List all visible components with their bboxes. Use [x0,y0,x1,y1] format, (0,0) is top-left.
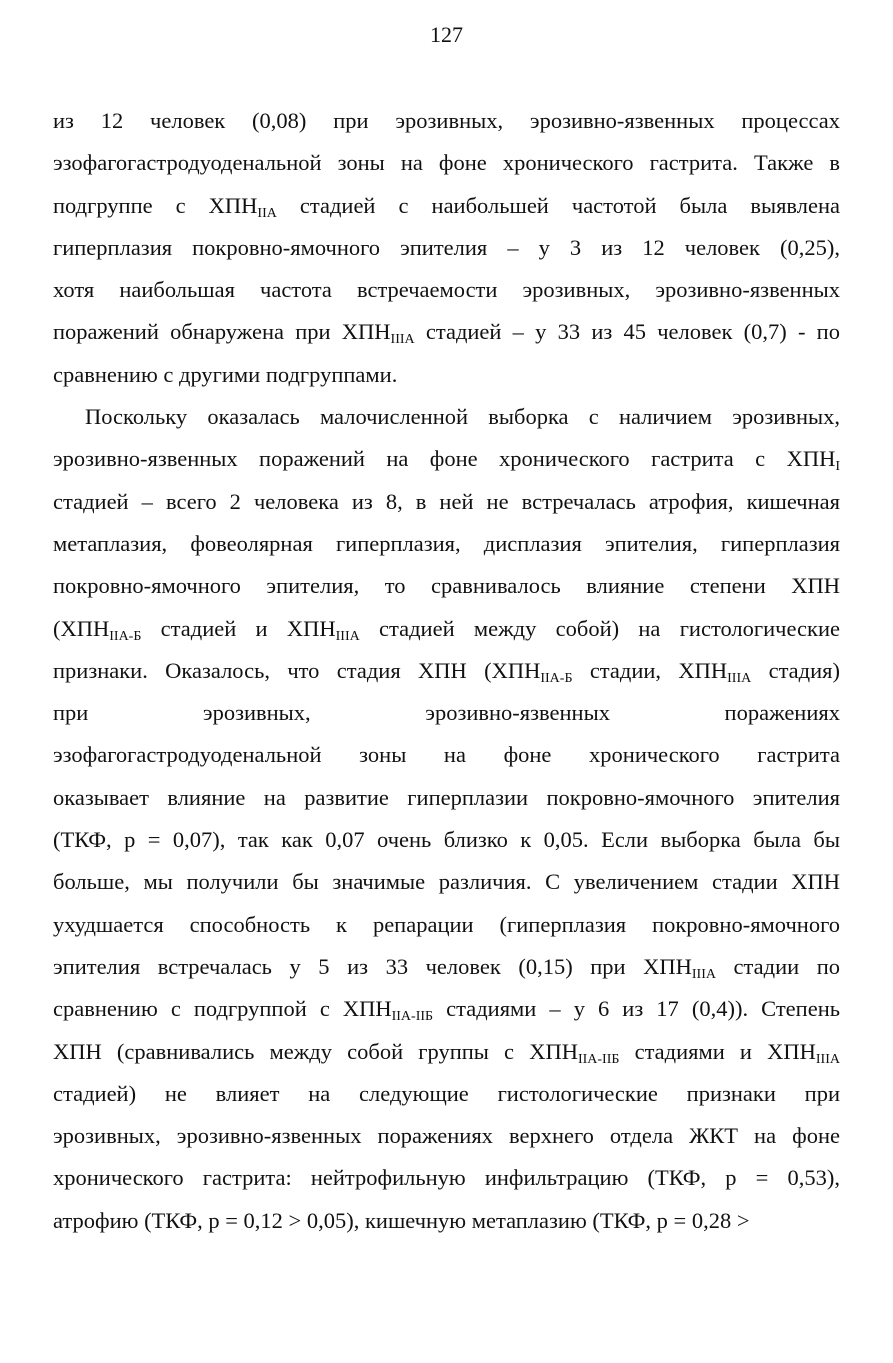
text-line [53,100,840,142]
text-line [53,988,840,1030]
subscript: IIA-IIБ [577,1051,620,1067]
text-line [53,438,840,480]
text-run: ХПН (сравнивались между собой группы с ХПН [53,1038,578,1064]
text-run: стадией – у 33 из 45 человек (0,7) - по [414,319,840,345]
text-line [53,523,840,565]
subscript: IIIA [390,332,415,348]
text-line [53,692,840,734]
text-run: атрофию (ТКФ, p = 0,12 > 0,05), кишечную метаплазию (ТКФ, p = 0,28 > [53,1207,750,1233]
text-line [53,819,840,861]
text-run: покровно-ямочного эпителия, то сравнивалось влияние степени ХПН [53,573,840,599]
text-run: эрозивных, эрозивно-язвенных поражениях верхнего отдела ЖКТ на фоне [53,1123,840,1149]
text-line [53,861,840,903]
text-line [53,734,840,776]
text-run: эзофагогастродуоденальной зоны на фоне хронического гастрита. Также в [53,150,840,176]
subscript: IIIA [815,1051,840,1067]
text-run: сравнению с подгруппой с ХПН [53,996,392,1022]
text-run: стадией между собой) на гистологические [359,615,840,641]
text-run: стадиями – у 6 из 17 (0,4)). Степень [433,996,840,1022]
subscript: IIA [257,205,277,221]
text-run: стадия) [751,657,840,683]
text-run: хотя наибольшая частота встречаемости эрозивных, эрозивно-язвенных [53,277,840,303]
text-run: стадии по [716,953,840,979]
text-run: эпителия встречалась у 5 из 33 человек (0,15) при ХПН [53,953,692,979]
text-line [53,227,840,269]
text-run: (ТКФ, p = 0,07), так как 0,07 очень близко к 0,05. Если выборка была бы [53,827,840,853]
text-run: больше, мы получили бы значимые различия. С увеличением стадии ХПН [53,869,840,895]
text-run: Поскольку оказалась малочисленной выборка с наличием эрозивных, [85,404,840,430]
text-run: стадией) не влияет на следующие гистологические признаки при [53,1080,840,1106]
page-number: 127 [430,22,463,47]
text-run: стадиями и ХПН [619,1038,816,1064]
text-run: сравнению с другими подгруппами. [53,361,398,387]
text-line [53,1115,840,1157]
paragraph-1 [53,100,840,396]
text-line [53,777,840,819]
text-line [53,354,840,396]
subscript: I [835,459,840,475]
text-line [53,608,840,650]
text-line [53,185,840,227]
text-run: стадией и ХПН [141,615,336,641]
subscript: IIA-Б [540,670,573,686]
subscript: IIIA [727,670,752,686]
text-line [53,1157,840,1199]
text-run: (ХПН [53,615,110,641]
text-run: стадии, ХПН [572,657,728,683]
document-body [53,100,840,1242]
text-run: ухудшается способность к репарации (гиперплазия покровно-ямочного [53,911,840,937]
text-line [53,946,840,988]
text-line [53,481,840,523]
text-line [53,269,840,311]
text-line [53,1200,840,1242]
text-run: эзофагогастродуоденальной зоны на фоне хронического гастрита [53,742,840,768]
paragraph-2 [53,396,840,1242]
text-line [53,396,840,438]
subscript: IIIA [691,966,716,982]
subscript: IIA-IIБ [391,1009,434,1025]
text-run: гиперплазия покровно-ямочного эпителия – у 3 из 12 человек (0,25), [53,234,840,260]
text-line [53,142,840,184]
text-run: эрозивно-язвенных поражений на фоне хронического гастрита с ХПН [53,446,836,472]
text-line [53,1031,840,1073]
text-line [53,565,840,607]
text-run: оказывает влияние на развитие гиперплазии покровно-ямочного эпителия [53,784,840,810]
text-line [53,904,840,946]
text-run: из 12 человек (0,08) при эрозивных, эрозивно-язвенных процессах [53,108,840,133]
text-run: метаплазия, фовеолярная гиперплазия, дисплазия эпителия, гиперплазия [53,530,840,556]
subscript: IIIA [335,628,360,644]
text-line [53,650,840,692]
text-run: при эрозивных, эрозивно-язвенных поражениях [53,700,840,726]
text-run: поражений обнаружена при ХПН [53,319,391,345]
text-run: стадией с наибольшей частотой была выявлена [276,192,840,218]
text-run: стадией – всего 2 человека из 8, в ней не встречалась атрофия, кишечная [53,488,840,514]
subscript: IIA-Б [109,628,142,644]
text-run: подгруппе с ХПН [53,192,258,218]
text-line [53,1073,840,1115]
text-run: признаки. Оказалось, что стадия ХПН (ХПН [53,657,541,683]
text-run: хронического гастрита: нейтрофильную инфильтрацию (ТКФ, p = 0,53), [53,1165,840,1191]
text-line [53,311,840,353]
